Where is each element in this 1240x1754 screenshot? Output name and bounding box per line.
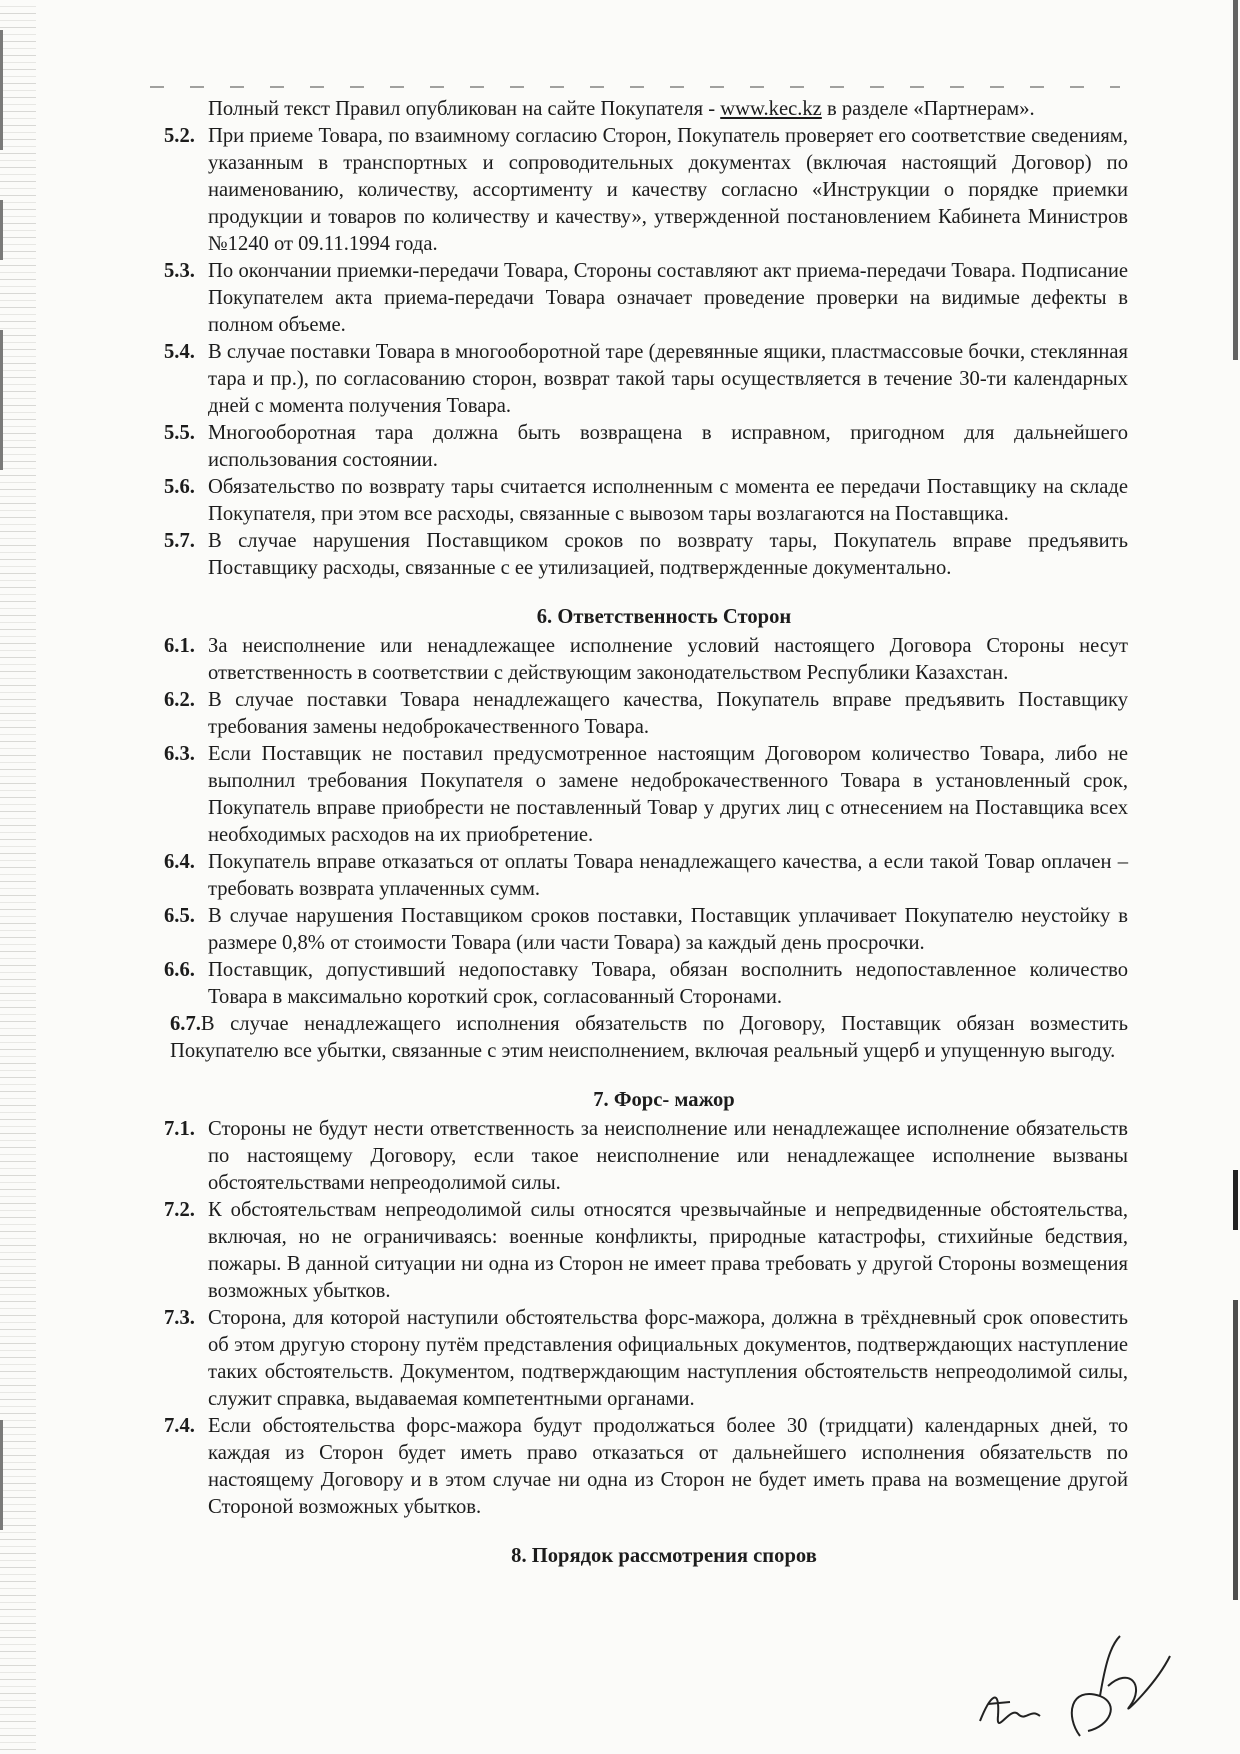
handwritten-signature	[970, 1626, 1210, 1746]
clause-text: При приеме Товара, по взаимному согласию Сторон, Покупатель проверяет его соответствие сведениям, указанным в транспортных и сопроводительных документах (включая настоящий Договор) по наименованию, количеству, ассортименту и качеству согласно «Инструкции о порядке приемки продукции и товаров по количеству и качеству», утвержденной постановлением Кабинета Министров №1240 от 09.11.1994 года.	[208, 125, 1128, 255]
clause-number: 5.7.	[164, 530, 195, 552]
clause-text: По окончании приемки-передачи Товара, Стороны составляют акт приема-передачи Товара. Подписание Покупателем акта приема-передачи Товара означает проведение проверки на видимые дефекты в полном объеме.	[208, 260, 1128, 336]
clause-7-3	[164, 1305, 1128, 1413]
section-8-heading: 8. Порядок рассмотрения споров	[511, 1545, 817, 1567]
clause-text: В случае ненадлежащего исполнения обязательств по Договору, Поставщик обязан возместить Покупателю все убытки, связанные с этим неисполнением, включая реальный ущерб и упущенную выгоду.	[170, 1013, 1128, 1062]
clause-text: Поставщик, допустивший недопоставку Товара, обязан восполнить недопоставленное количество Товара в максимально короткий срок, согласованный Сторонами.	[208, 959, 1128, 1008]
clause-number: 7.1.	[164, 1118, 195, 1140]
clause-text: В случае поставки Товара в многооборотной таре (деревянные ящики, пластмассовые бочки, стеклянная тара и пр.), по согласованию сторон, возврат такой тары осуществляется в течение 30-ти календарных дней с момента получения Товара.	[208, 341, 1128, 417]
scan-edge-right	[1226, 0, 1240, 1754]
scan-edge-left	[0, 0, 36, 1754]
clause-6-1	[164, 633, 1128, 687]
clause-text: Стороны не будут нести ответственность за неисполнение или ненадлежащее исполнение обязательств по настоящему Договору, если такое неисполнение или ненадлежащее исполнение вызваны обстоятельствами непреодолимой силы.	[208, 1118, 1128, 1194]
website-link[interactable]: www.kec.kz	[720, 98, 822, 120]
clause-number: 6.3.	[164, 743, 195, 765]
document-body	[164, 96, 1128, 1572]
clause-text: К обстоятельствам непреодолимой силы относятся чрезвычайные и непредвиденные обстоятельства, включая, но не ограничиваясь: военные конфликты, природные катастрофы, стихийные бедствия, пожары. В данной ситуации ни одна из Сторон не имеет права требовать у другой Стороны возмещения возможных убытков.	[208, 1199, 1128, 1302]
section-7-heading: 7. Форс- мажор	[593, 1089, 735, 1111]
clause-7-2	[164, 1197, 1128, 1305]
clause-5-6	[164, 474, 1128, 528]
clause-6-7	[170, 1011, 1128, 1065]
clause-6-4	[164, 849, 1128, 903]
clause-6-5	[164, 903, 1128, 957]
clause-number: 6.1.	[164, 635, 195, 657]
clause-number: 5.3.	[164, 260, 195, 282]
intro-text-end: в разделе «Партнерам».	[821, 98, 1035, 120]
clause-text: Обязательство по возврату тары считается исполненным с момента ее передачи Поставщику на складе Покупателя, при этом все расходы, связанные с вывозом тары возлагаются на Поставщика.	[208, 476, 1128, 525]
clause-number: 7.2.	[164, 1199, 195, 1221]
clause-number: 6.7.	[170, 1013, 201, 1035]
clause-text: В случае нарушения Поставщиком сроков поставки, Поставщик уплачивает Покупателю неустойку в размере 0,8% от стоимости Товара (или части Товара) за каждый день просрочки.	[208, 905, 1128, 954]
clause-6-6	[164, 957, 1128, 1011]
clause-number: 7.3.	[164, 1307, 195, 1329]
clause-number: 5.4.	[164, 341, 195, 363]
clause-5-5	[164, 420, 1128, 474]
clause-number: 5.2.	[164, 125, 195, 147]
intro-paragraph	[170, 96, 1128, 123]
clause-7-1	[164, 1116, 1128, 1197]
clause-number: 6.5.	[164, 905, 195, 927]
clause-text: В случае поставки Товара ненадлежащего качества, Покупатель вправе предъявить Поставщику требования замены недоброкачественного Товара.	[208, 689, 1128, 738]
header-rule	[150, 86, 1120, 88]
clause-text: Покупатель вправе отказаться от оплаты Товара ненадлежащего качества, а если такой Товар оплачен – требовать возврата уплаченных сумм.	[208, 851, 1128, 900]
clause-text: Многооборотная тара должна быть возвращена в исправном, пригодном для дальнейшего использования состоянии.	[208, 422, 1128, 471]
clause-number: 6.6.	[164, 959, 195, 981]
clause-7-4	[164, 1413, 1128, 1521]
clause-number: 5.5.	[164, 422, 195, 444]
clause-5-2	[164, 123, 1128, 258]
clause-text: Если Поставщик не поставил предусмотренное настоящим Договором количество Товара, либо не выполнил требования Покупателя о замене недоброкачественного Товара в установленный срок, Покупатель вправе приобрести не поставленный Товар у других лиц с отнесением на Поставщика всех необходимых расходов на их приобретение.	[208, 743, 1128, 846]
clause-5-7	[164, 528, 1128, 582]
clause-text: Если обстоятельства форс-мажора будут продолжаться более 30 (тридцати) календарных дней, то каждая из Сторон будет иметь право отказаться от дальнейшего исполнения обязательств по настоящему Договору и в этом случае ни одна из Сторон не будет иметь права на возмещение другой Стороной возможных убытков.	[208, 1415, 1128, 1518]
clause-text: В случае нарушения Поставщиком сроков по возврату тары, Покупатель вправе предъявить Поставщику расходы, связанные с ее утилизацией, подтвержденные документально.	[208, 530, 1128, 579]
clause-text: За неисполнение или ненадлежащее исполнение условий настоящего Договора Стороны несут ответственность в соответствии с действующим законодательством Республики Казахстан.	[208, 635, 1128, 684]
clause-number: 5.6.	[164, 476, 195, 498]
clause-number: 7.4.	[164, 1415, 195, 1437]
clause-6-2	[164, 687, 1128, 741]
clause-5-3	[164, 258, 1128, 339]
clause-number: 6.4.	[164, 851, 195, 873]
section-6-heading: 6. Ответственность Сторон	[536, 606, 792, 628]
intro-text: Полный текст Правил опубликован на сайте Покупателя -	[208, 98, 721, 120]
clause-5-4	[164, 339, 1128, 420]
clause-number: 6.2.	[164, 689, 195, 711]
clause-text: Сторона, для которой наступили обстоятельства форс-мажора, должна в трёхдневный срок оповестить об этом другую сторону путём представления официальных документов, подтверждающих наступление таких обстоятельств. Документом, подтверждающим наступления обстоятельств непреодолимой силы, служит справка, выдаваемая компетентными органами.	[208, 1307, 1128, 1410]
clause-6-3	[164, 741, 1128, 849]
